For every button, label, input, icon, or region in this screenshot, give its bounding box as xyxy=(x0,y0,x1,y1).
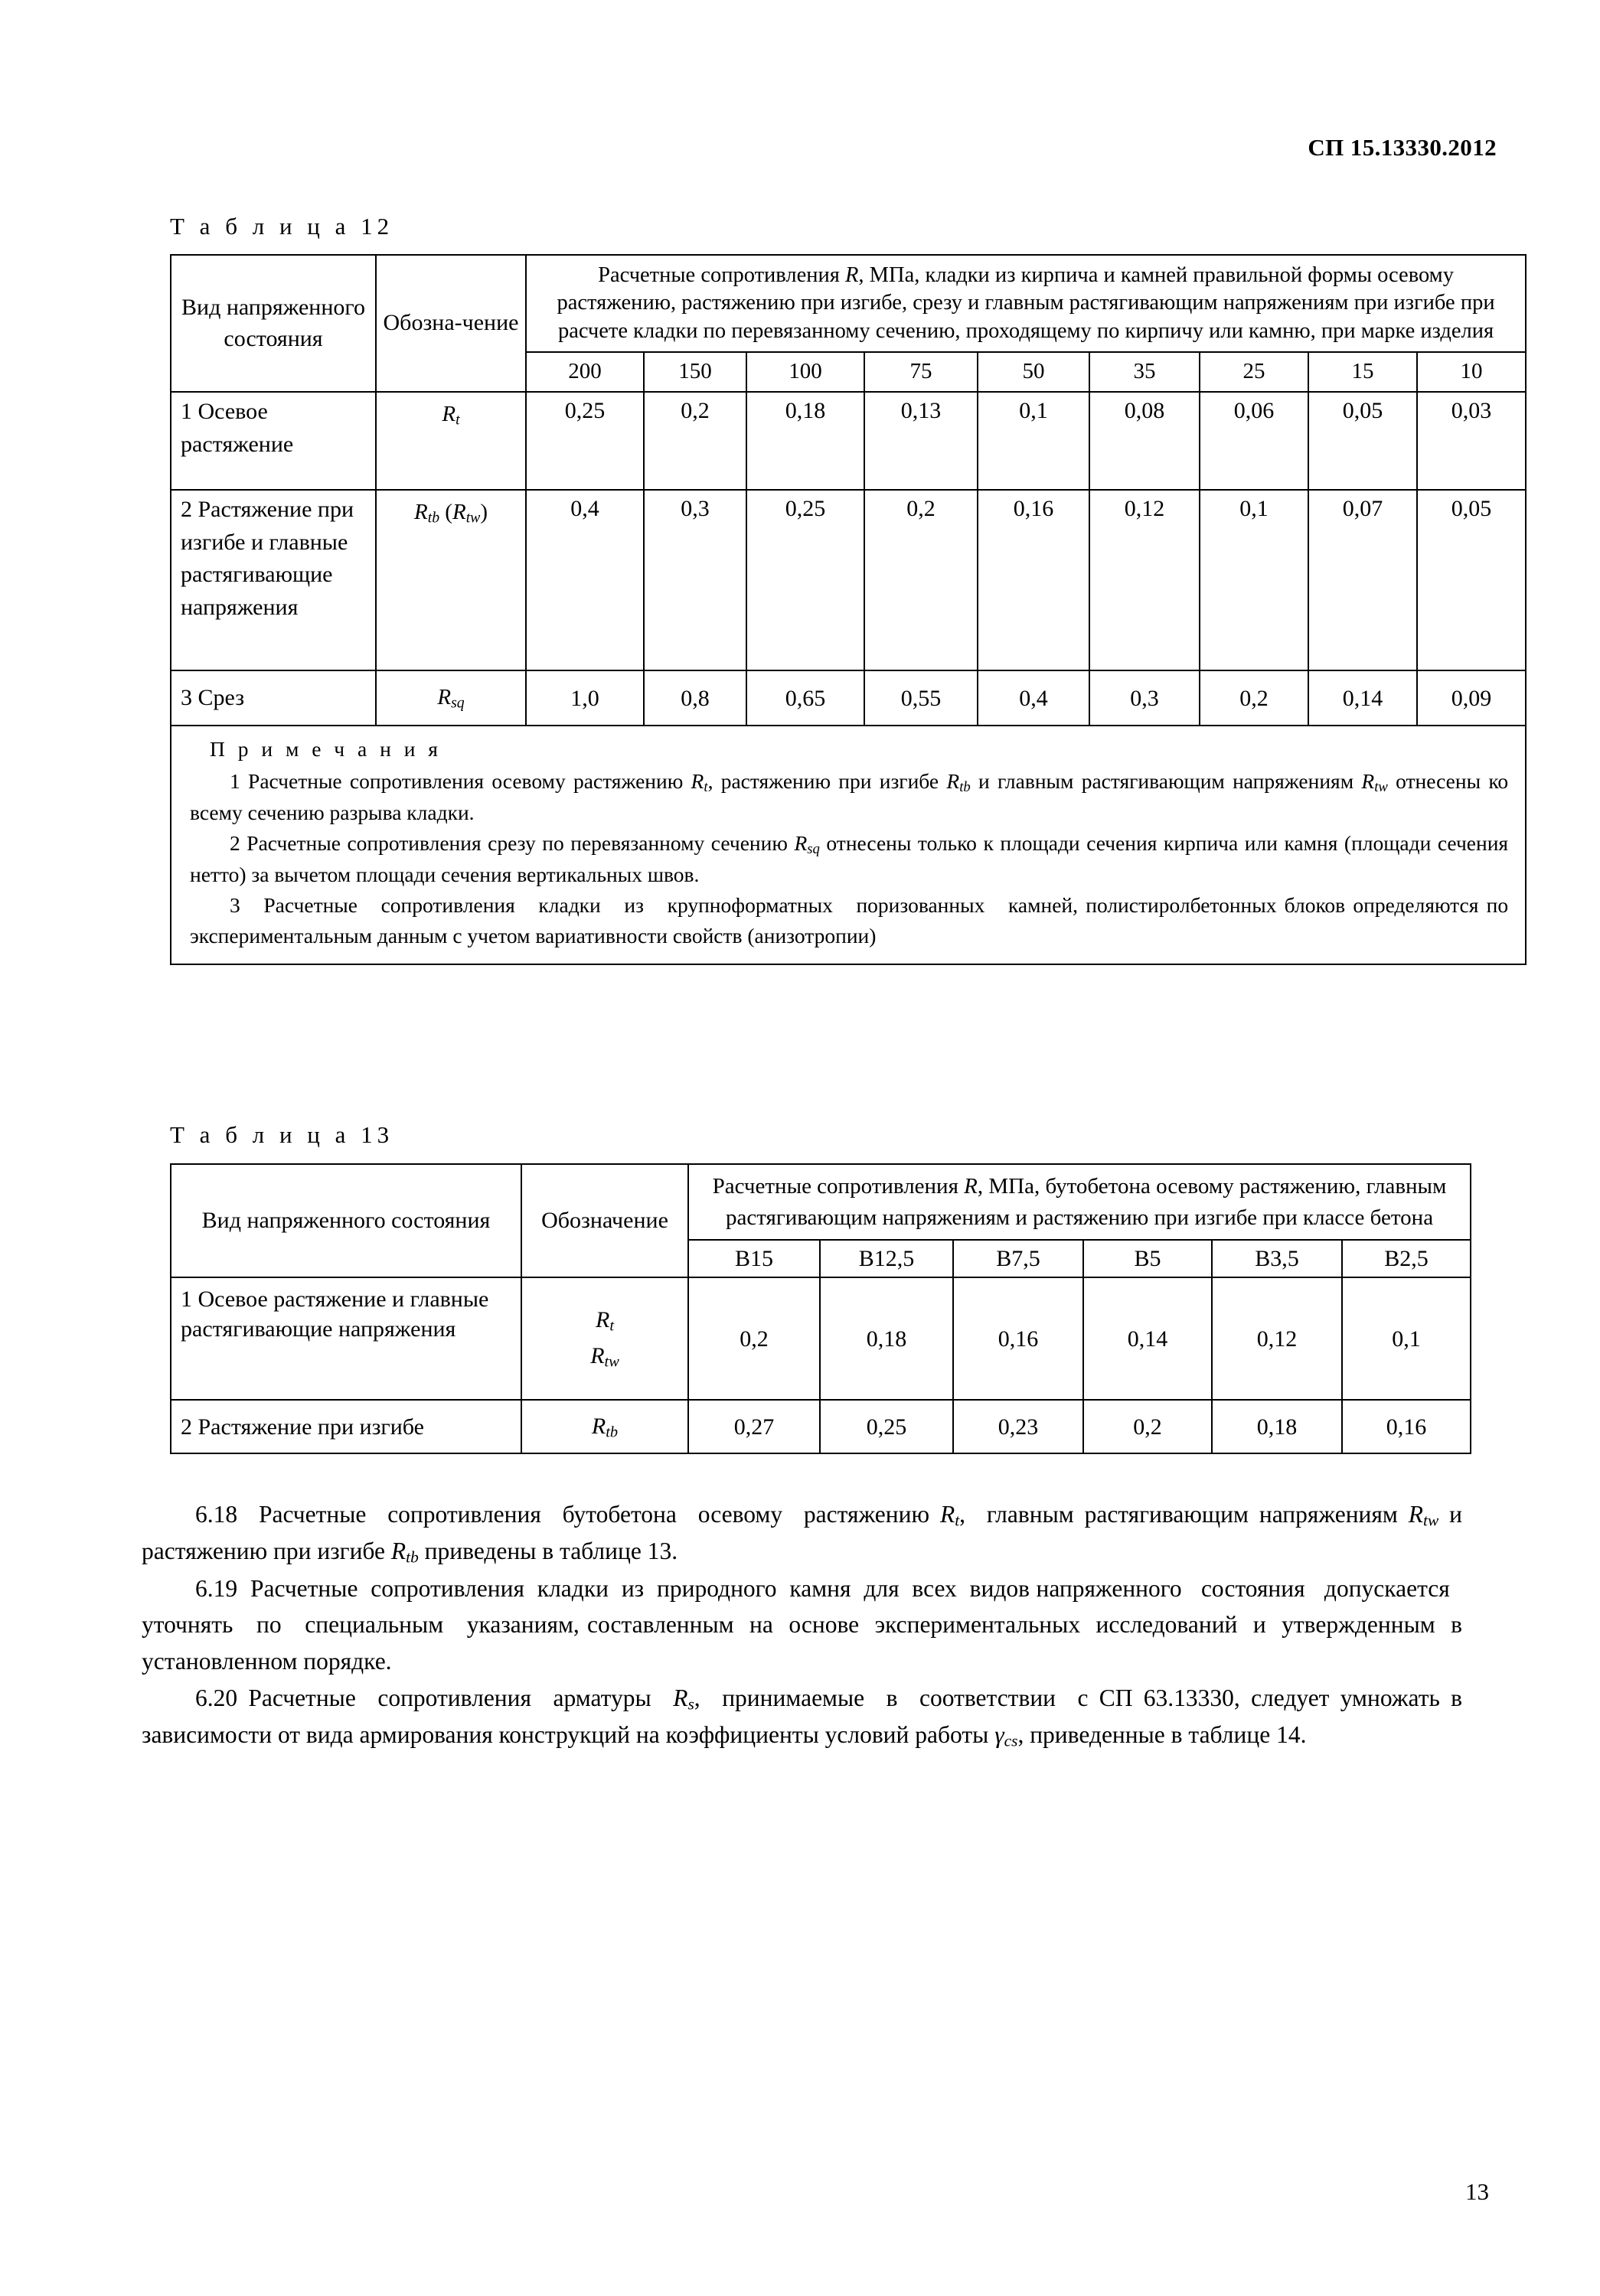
table-12-cell: 0,4 xyxy=(526,490,644,670)
table-13-header-designation: Обозначение xyxy=(521,1164,688,1277)
table-12-row-label: 2 Растяжение при изгибе и главные растягивающие напряжения xyxy=(171,490,376,670)
paragraph-6-18: 6.18 Расчетные сопротивления бутобетона осевому растяжению $R_t$, главным растягивающим напряжениям $R_{tw}$ и растяжению при изгибе $R_{tb}$ приведены в таблице 13. xyxy=(142,1501,1462,1567)
table-12-mark: 150 xyxy=(644,352,746,392)
notes-title: П р и м е ч а н и я xyxy=(210,737,442,762)
table-13-cell: 0,27 xyxy=(688,1400,820,1453)
table-12-header-resistances-text: Расчетные сопротивления R, МПа, кладки из кирпича и камней правильной формы осевому растяжению, растяжению при изгибе, срезу и главным растягивающим напряжениям при изгибе при расчете кладки по перевязанному сечению, проходящему по кирпичу или камню, при марке изделия xyxy=(557,263,1495,343)
table-13-class: В15 xyxy=(688,1240,820,1277)
table-13-header-row xyxy=(171,1164,1471,1240)
table-12-cell: 0,03 xyxy=(1417,392,1526,490)
table-13-cell: 0,14 xyxy=(1083,1277,1212,1400)
table-13-cell: 0,12 xyxy=(1212,1277,1342,1400)
paragraph-6-20: 6.20 Расчетные сопротивления арматуры $R_s$, принимаемые в соответствии с СП 63.13330, следует умножать в зависимости от вида армирования конструкций на коэффициенты условий работы $\gamma_{cs}$, приведенные в таблице 14. xyxy=(142,1684,1462,1751)
table-12-mark: 100 xyxy=(746,352,864,392)
table-12-header-row xyxy=(171,255,1526,352)
paragraph-6-19: 6.19 Расчетные сопротивления кладки из природного камня для всех видов напряженного состояния допускается уточнять по специальным указаниям, составленным на основе экспериментальных исследований и утвержденным в установленном порядке. xyxy=(142,1574,1462,1675)
table-13-class: В3,5 xyxy=(1212,1240,1342,1277)
table-12-cell: 0,1 xyxy=(978,392,1089,490)
table-12-cell: 0,12 xyxy=(1089,490,1200,670)
table-13-cell: 0,16 xyxy=(1342,1400,1471,1453)
table-12-cell: 0,06 xyxy=(1200,392,1308,490)
table-12-mark: 35 xyxy=(1089,352,1200,392)
table-13-row-symbol xyxy=(521,1277,688,1400)
table-13-cell: 0,25 xyxy=(820,1400,953,1453)
table-12-row-symbol: $R_{sq}$ xyxy=(376,670,526,726)
table-13-row-label: 1 Осевое растяжение и главные растягивающие напряжения xyxy=(171,1277,521,1400)
table-13-class: В2,5 xyxy=(1342,1240,1471,1277)
table-12-row-label: 1 Осевое растяжение xyxy=(171,392,376,490)
table-13-cell: 0,23 xyxy=(953,1400,1083,1453)
table-13-cell: 0,16 xyxy=(953,1277,1083,1400)
table-12-cell: 0,8 xyxy=(644,670,746,726)
table-12-mark: 10 xyxy=(1417,352,1526,392)
table-12 xyxy=(170,254,1527,965)
table-row xyxy=(171,490,1526,670)
table-13-cell: 0,2 xyxy=(1083,1400,1212,1453)
note-item-1: 1 Расчетные сопротивления осевому растяжению $R_t$, растяжению при изгибе $R_{tb}$ и главным растягивающим напряжениям $R_{tw}$ отнесены ко всему сечению разрыва кладки. xyxy=(190,768,1509,825)
table-12-header-resistances xyxy=(526,255,1526,352)
table-12-cell: 0,08 xyxy=(1089,392,1200,490)
table-12-cell: 0,25 xyxy=(526,392,644,490)
table-13-row-label: 2 Растяжение при изгибе xyxy=(171,1400,521,1453)
table-13-class: В7,5 xyxy=(953,1240,1083,1277)
table-row xyxy=(171,1400,1471,1453)
table-12-cell: 0,13 xyxy=(864,392,978,490)
note-item-3: 3 Расчетные сопротивления кладки из крупноформатных поризованных камней, полистиролбетонных блоков определяются по экспериментальным данным с учетом вариативности свойств (анизотропии) xyxy=(190,893,1509,948)
table-12-cell: 0,3 xyxy=(1089,670,1200,726)
table-12-row-label: 3 Срез xyxy=(171,670,376,726)
table-12-cell: 0,2 xyxy=(1200,670,1308,726)
table-13-symbol-rtw: $R_{tw}$ xyxy=(590,1343,619,1371)
table-12-cell: 0,05 xyxy=(1308,392,1417,490)
body-text-block xyxy=(142,1496,1462,1754)
table-12-cell: 0,65 xyxy=(746,670,864,726)
table-12-cell: 0,2 xyxy=(864,490,978,670)
table-12-mark: 50 xyxy=(978,352,1089,392)
note-item-2: 2 Расчетные сопротивления срезу по перевязанному сечению $R_{sq}$ отнесены только к площади сечения кирпича или камня (площади сечения нетто) за вычетом площади сечения вертикальных швов. xyxy=(190,831,1509,887)
document-code-header: СП 15.13330.2012 xyxy=(1308,134,1497,161)
table-13-header-resistances xyxy=(688,1164,1471,1240)
table-12-mark: 25 xyxy=(1200,352,1308,392)
table-12-cell: 0,16 xyxy=(978,490,1089,670)
table-12-caption: Т а б л и ц а 12 xyxy=(170,213,394,240)
table-12-mark: 200 xyxy=(526,352,644,392)
table-row xyxy=(171,392,1526,490)
table-13-class: В12,5 xyxy=(820,1240,953,1277)
table-13-cell: 0,2 xyxy=(688,1277,820,1400)
table-row xyxy=(171,670,1526,726)
table-12-cell: 0,2 xyxy=(644,392,746,490)
table-12-cell: 0,55 xyxy=(864,670,978,726)
table-13-class: В5 xyxy=(1083,1240,1212,1277)
table-12-cell: 0,4 xyxy=(978,670,1089,726)
table-13 xyxy=(170,1163,1471,1454)
table-12-cell: 0,3 xyxy=(644,490,746,670)
table-13-cell: 0,1 xyxy=(1342,1277,1471,1400)
table-12-cell: 0,25 xyxy=(746,490,864,670)
table-12-cell: 1,0 xyxy=(526,670,644,726)
table-12-cell: 0,14 xyxy=(1308,670,1417,726)
table-12-row-symbol: $R_{tb}$ $(R_{tw})$ xyxy=(376,490,526,670)
table-13-cell: 0,18 xyxy=(820,1277,953,1400)
table-12-mark: 75 xyxy=(864,352,978,392)
table-12-cell: 0,18 xyxy=(746,392,864,490)
table-12-cell: 0,09 xyxy=(1417,670,1526,726)
table-13-caption: Т а б л и ц а 13 xyxy=(170,1121,394,1148)
table-13-header-resistances-text: Расчетные сопротивления R, МПа, бутобетона осевому растяжению, главным растягивающим напряжениям и растяжению при изгибе при классе бетона xyxy=(712,1174,1447,1230)
page-number: 13 xyxy=(1465,2178,1489,2205)
table-12-cell: 0,05 xyxy=(1417,490,1526,670)
table-12-notes-row xyxy=(171,726,1526,964)
table-12-header-designation: Обозна-чение xyxy=(376,255,526,392)
table-12-row-symbol: $R_t$ xyxy=(376,392,526,490)
table-13-header-kind: Вид напряженного состояния xyxy=(171,1164,521,1277)
table-13-symbol-rt: $R_t$ xyxy=(596,1307,614,1335)
table-13-cell: 0,18 xyxy=(1212,1400,1342,1453)
table-13-row-symbol: $R_{tb}$ xyxy=(521,1400,688,1453)
table-row xyxy=(171,1277,1471,1400)
table-12-mark: 15 xyxy=(1308,352,1417,392)
table-12-header-kind: Вид напряженного состояния xyxy=(171,255,376,392)
table-12-cell: 0,07 xyxy=(1308,490,1417,670)
table-12-notes xyxy=(171,726,1526,964)
table-12-cell: 0,1 xyxy=(1200,490,1308,670)
